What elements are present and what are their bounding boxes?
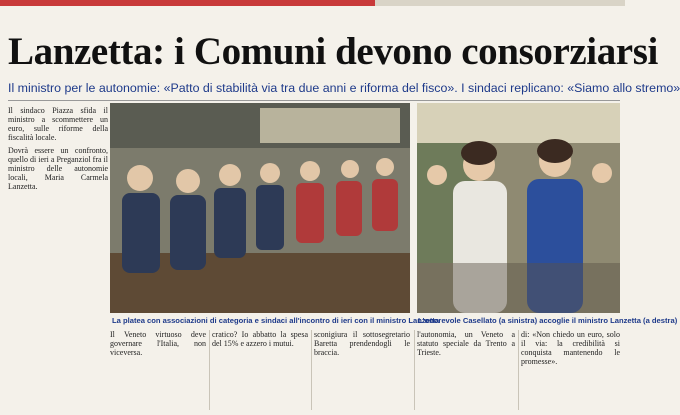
article-paragraph: Il Veneto virtuoso deve governare l'Italia, non viceversa. bbox=[110, 330, 206, 357]
officials-illustration bbox=[417, 103, 620, 313]
caption-audience: La platea con associazioni di categoria e sindaci all'incontro di ieri con il ministro Lanzetta bbox=[112, 316, 440, 325]
column-divider bbox=[414, 330, 415, 410]
audience-photo bbox=[110, 103, 410, 313]
headline: Lanzetta: i Comuni devono consorziarsi bbox=[8, 30, 658, 73]
audience-illustration bbox=[110, 103, 410, 313]
article-column-2 bbox=[110, 330, 206, 410]
caption-officials: L'onorevole Casellato (a sinistra) accoglie il ministro Lanzetta (a destra) bbox=[418, 316, 678, 325]
divider bbox=[8, 100, 620, 101]
column-divider bbox=[518, 330, 519, 410]
article-paragraph: cratico? Io abbatto la spesa del 15% e azzero i mutui. bbox=[212, 330, 308, 348]
subhead: Il ministro per le autonomie: «Patto di stabilità via tra due anni e riforma del fisco». I sindaci replicano: «Siamo allo stremo» bbox=[8, 81, 680, 95]
column-divider bbox=[311, 330, 312, 410]
officials-photo bbox=[417, 103, 620, 313]
article-paragraph: di: «Non chiedo un euro, solo il via: la credibilità si conquista mantenendo le promesse». bbox=[521, 330, 620, 366]
article-column-6 bbox=[521, 330, 620, 410]
article-column-1 bbox=[8, 106, 108, 409]
article-column-3 bbox=[212, 330, 308, 410]
top-color-bar bbox=[0, 0, 625, 6]
article-paragraph: sconigiura il sottosegretario Baretta prendendogli le braccia. bbox=[314, 330, 410, 357]
article-paragraph: Dovrà essere un confronto, quello di ieri a Preganziol fra il ministro delle autonomie locali, Maria Carmela Lanzetta. bbox=[8, 146, 108, 191]
article-paragraph: Il sindaco Piazza sfida il ministro a scommettere un euro, sulle riforme della fiscalità locale. bbox=[8, 106, 108, 142]
article-column-5 bbox=[417, 330, 515, 410]
article-column-4 bbox=[314, 330, 410, 410]
article-paragraph: l'autonomia, un Veneto a statuto speciale da Trento a Trieste. bbox=[417, 330, 515, 357]
column-divider bbox=[209, 330, 210, 410]
